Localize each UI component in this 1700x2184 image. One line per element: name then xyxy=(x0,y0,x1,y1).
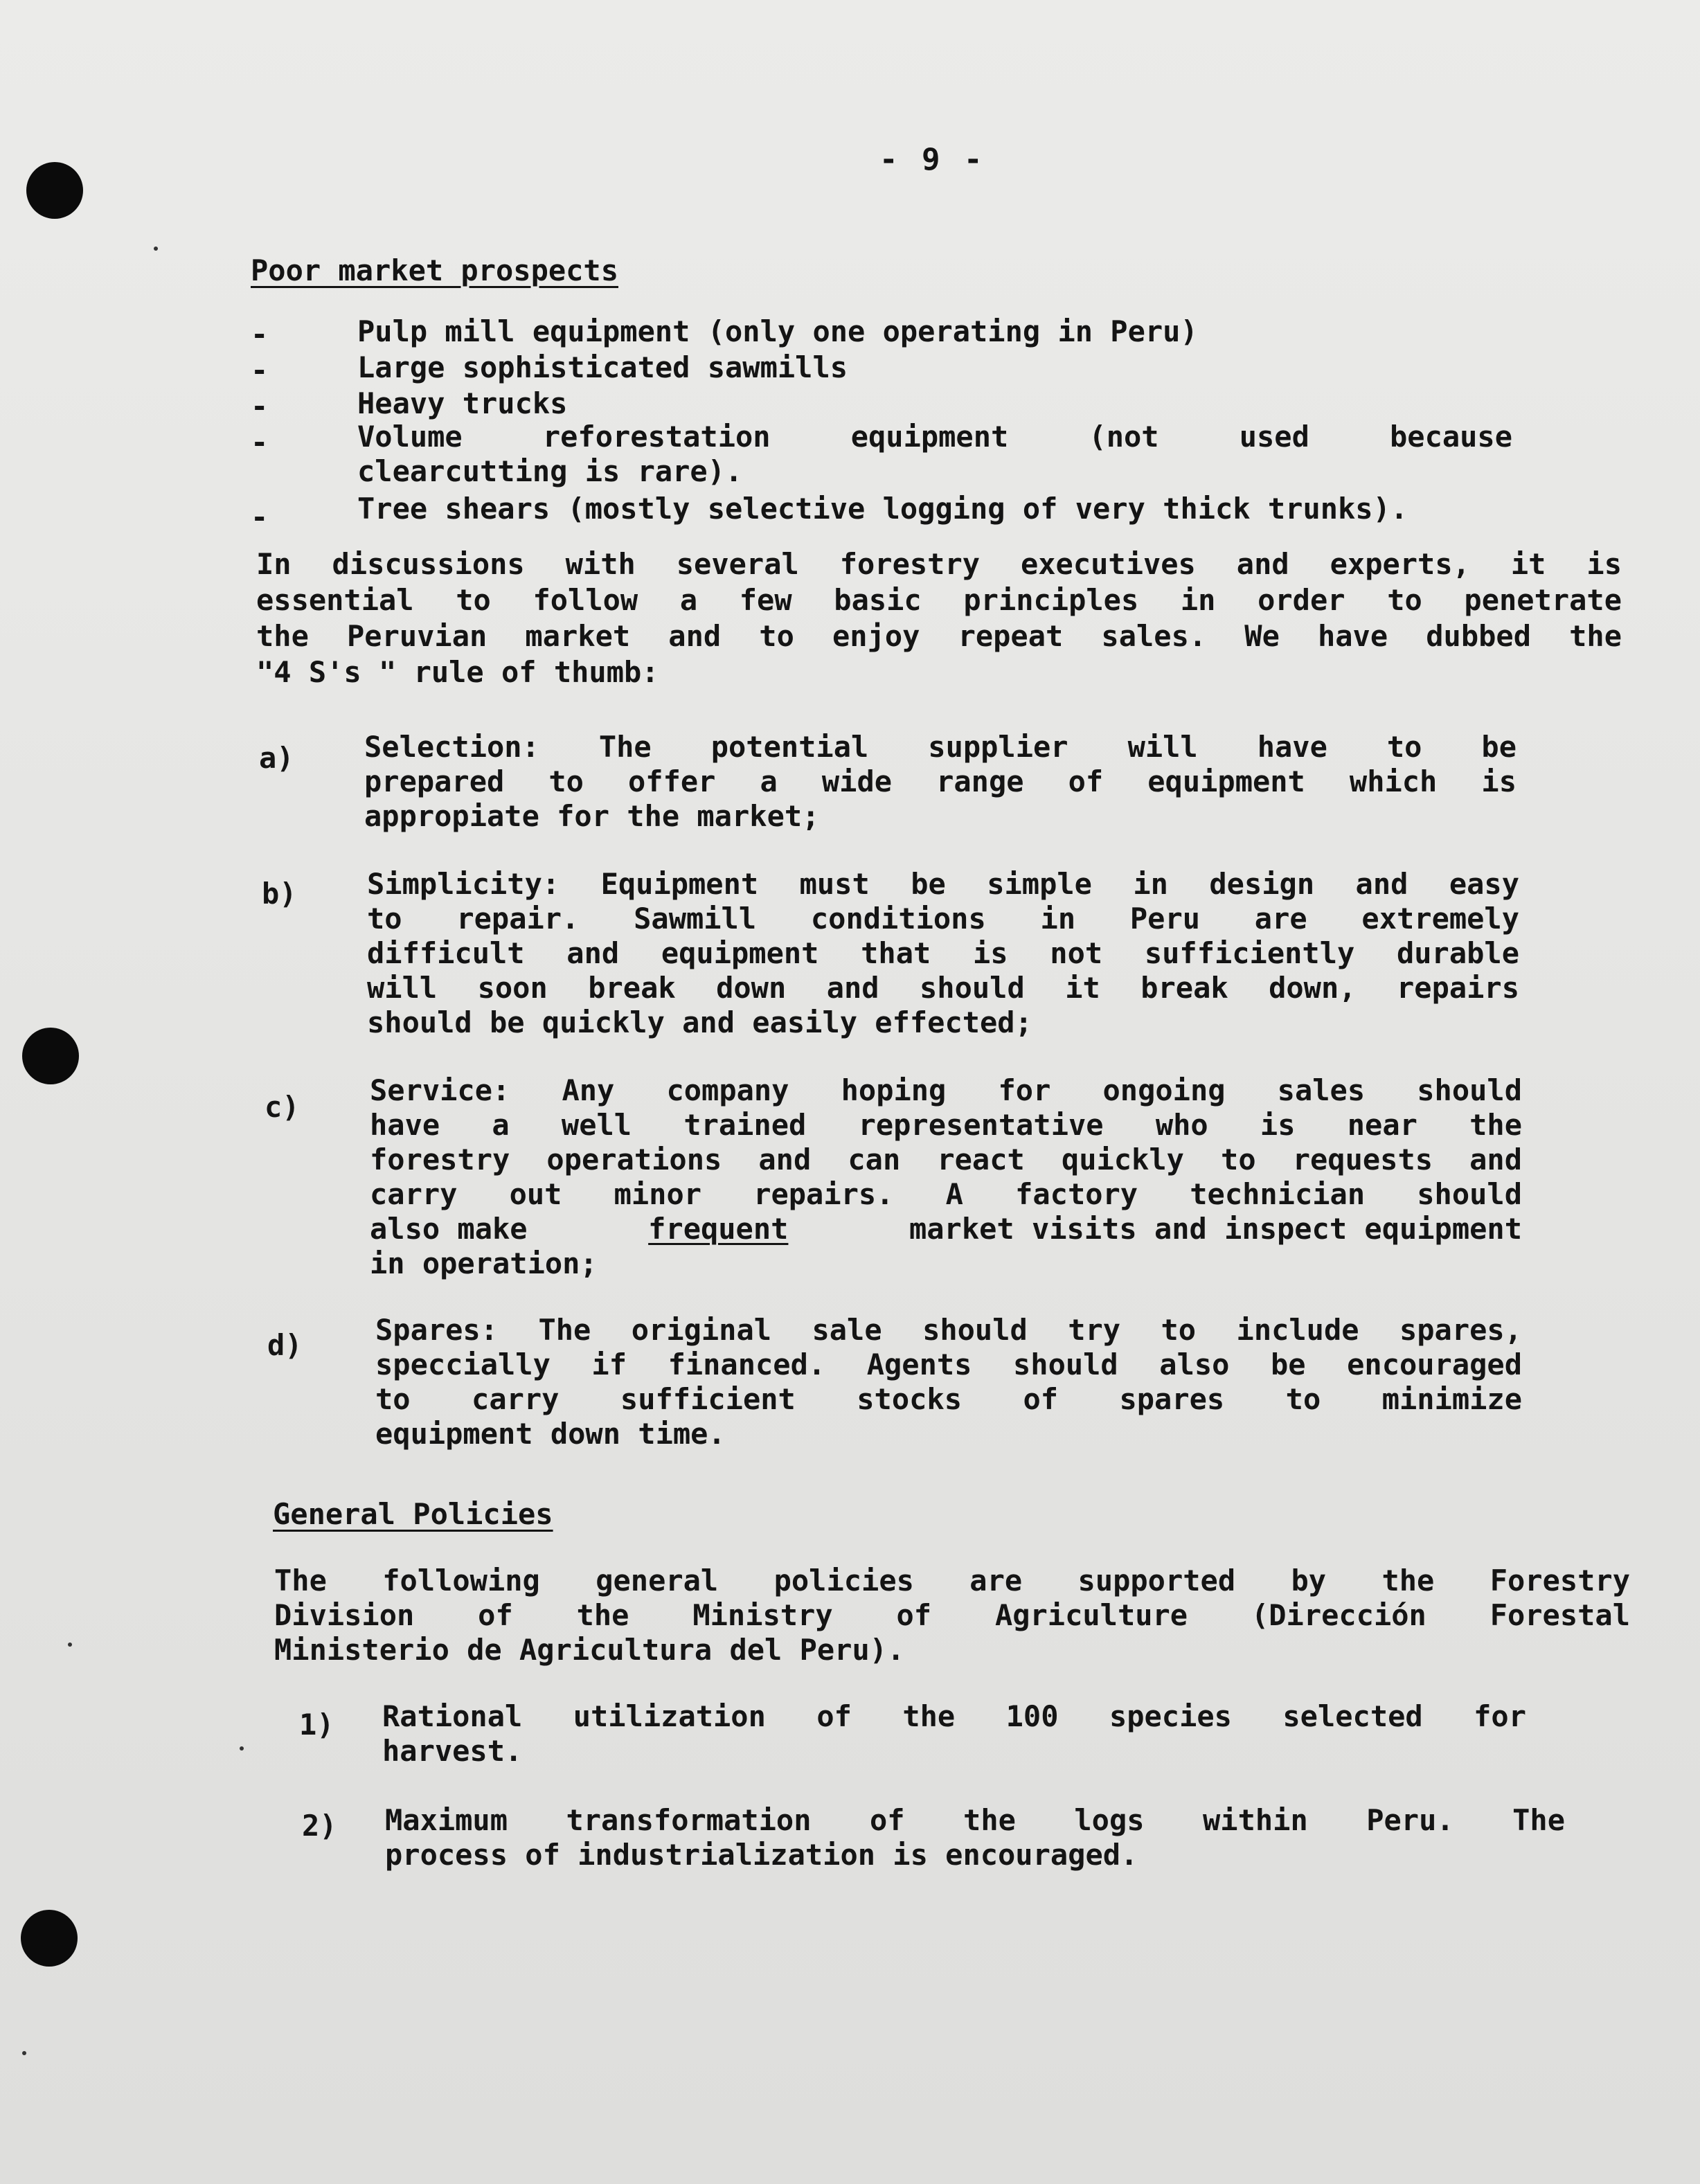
intro-paragraph-line: the Peruvian market and to enjoy repeat sales. We have dubbed the xyxy=(256,619,1622,653)
principle-text-segment: market visits and inspect equipment xyxy=(909,1212,1522,1246)
principle-text: to carry sufficient stocks of spares to minimize xyxy=(375,1382,1522,1416)
bullet-dash: - xyxy=(251,425,269,459)
bullet-text: Volume reforestation equipment (not used because xyxy=(357,420,1512,454)
principle-text: Service: Any company hoping for ongoing sales should xyxy=(370,1073,1522,1107)
bullet-text: clearcutting is rare). xyxy=(357,454,743,488)
principle-text xyxy=(370,1212,1522,1246)
emphasis-frequent: frequent xyxy=(648,1212,789,1246)
page-number: - 9 - xyxy=(879,142,985,177)
policy-label: 2) xyxy=(302,1809,337,1843)
bullet-text: Heavy trucks xyxy=(357,386,568,420)
principle-text: Spares: The original sale should try to include spares, xyxy=(375,1313,1522,1347)
intro-paragraph-line: In discussions with several forestry executives and experts, it is xyxy=(256,547,1622,581)
principle-text: Selection: The potential supplier will have to be xyxy=(364,730,1516,764)
principle-text: speccially if financed. Agents should also be encouraged xyxy=(375,1348,1522,1381)
intro-paragraph-line: essential to follow a few basic principles in order to penetrate xyxy=(256,583,1622,617)
principle-text: should be quickly and easily effected; xyxy=(367,1005,1032,1039)
policies-paragraph-line: Division of the Ministry of Agriculture (Dirección Forestal xyxy=(274,1598,1630,1632)
principle-text: difficult and equipment that is not sufficiently durable xyxy=(367,936,1519,970)
principle-label: d) xyxy=(267,1328,303,1362)
binder-hole-bottom xyxy=(21,1910,78,1967)
principle-text: have a well trained representative who is near the xyxy=(370,1108,1522,1142)
bullet-dash: - xyxy=(251,353,269,387)
principle-text: to repair. Sawmill conditions in Peru are extremely xyxy=(367,902,1519,936)
paper-speck xyxy=(154,247,158,251)
principle-text-segment: also make xyxy=(370,1212,528,1246)
policies-paragraph-line: Ministerio de Agricultura del Peru). xyxy=(274,1633,905,1667)
principle-text: carry out minor repairs. A factory technician should xyxy=(370,1177,1522,1211)
paper-speck xyxy=(22,2051,26,2055)
policies-paragraph-line: The following general policies are supported by the Forestry xyxy=(274,1564,1630,1597)
principle-text: in operation; xyxy=(370,1246,598,1280)
policy-text: process of industrialization is encouraged. xyxy=(385,1838,1138,1872)
binder-hole-middle xyxy=(22,1028,79,1084)
principle-text: appropiate for the market; xyxy=(364,799,820,833)
paper-speck xyxy=(240,1746,244,1751)
section-heading-poor-market: Poor market prospects xyxy=(251,253,619,287)
policy-label: 1) xyxy=(299,1708,334,1742)
principle-label: c) xyxy=(265,1090,300,1124)
principle-text: equipment down time. xyxy=(375,1417,726,1451)
bullet-dash: - xyxy=(251,317,269,351)
intro-paragraph-line: "4 S's " rule of thumb: xyxy=(256,655,659,689)
policy-text: harvest. xyxy=(382,1734,523,1768)
principle-text: prepared to offer a wide range of equipment which is xyxy=(364,764,1516,798)
binder-hole-top xyxy=(26,162,83,219)
bullet-dash: - xyxy=(251,389,269,423)
bullet-text: Large sophisticated sawmills xyxy=(357,350,848,384)
paper-speck xyxy=(68,1643,72,1647)
principle-text: forestry operations and can react quickly to requests and xyxy=(370,1143,1522,1176)
policy-text: Rational utilization of the 100 species selected for xyxy=(382,1699,1526,1733)
bullet-text: Tree shears (mostly selective logging of very thick trunks). xyxy=(357,492,1408,526)
section-heading-general-policies: General Policies xyxy=(273,1497,553,1531)
principle-label: b) xyxy=(262,877,297,911)
principle-text: Simplicity: Equipment must be simple in design and easy xyxy=(367,867,1519,901)
bullet-dash: - xyxy=(251,500,269,534)
policy-text: Maximum transformation of the logs within Peru. The xyxy=(385,1803,1565,1837)
principle-label: a) xyxy=(259,741,294,775)
principle-text: will soon break down and should it break down, repairs xyxy=(367,971,1519,1005)
bullet-text: Pulp mill equipment (only one operating in Peru) xyxy=(357,314,1198,348)
